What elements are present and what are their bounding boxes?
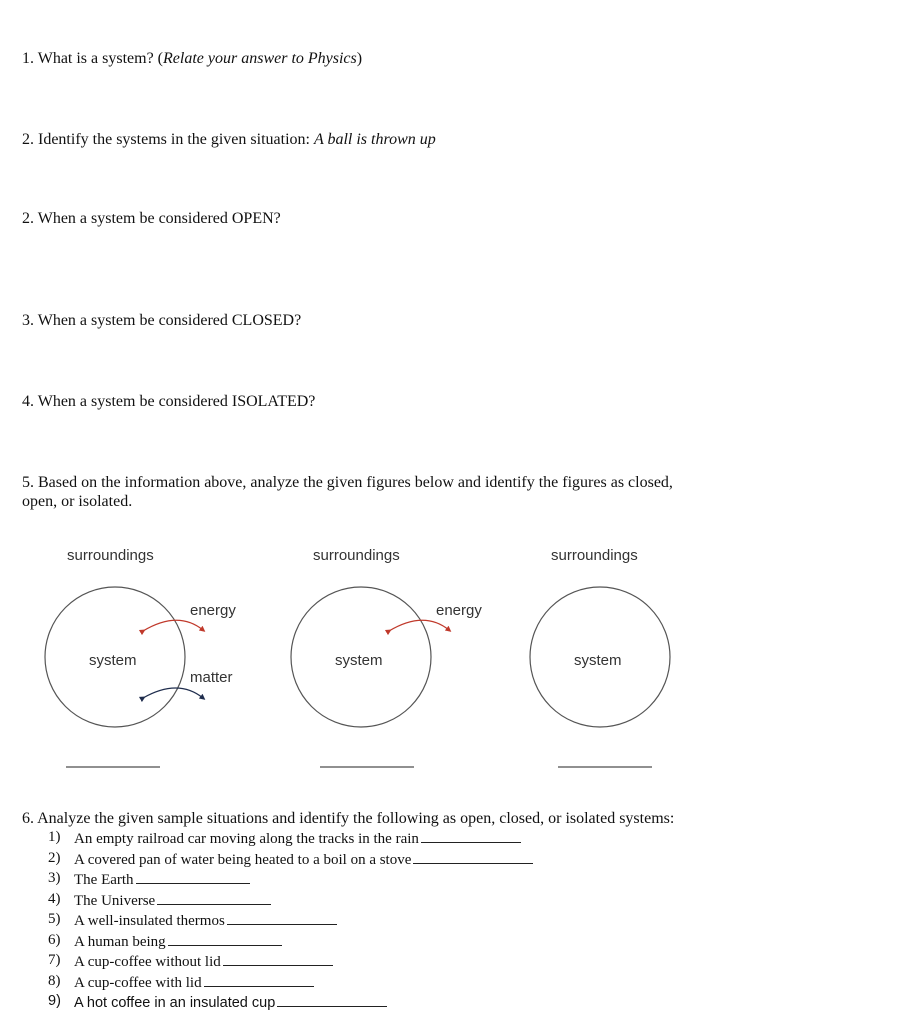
situation-number: 2) [48, 849, 61, 866]
situation-item [40, 828, 533, 849]
question-5: 5. Based on the information above, analyze the given figures below and identify the figures as closed, open, or isolated. [22, 474, 673, 510]
situation-text: A cup-coffee with lid [74, 974, 202, 991]
situation-answer-blank[interactable] [204, 972, 314, 987]
question-1-text: 1. What is a system? ( [22, 50, 164, 67]
question-2a-text: 2. Identify the systems in the given situation: [22, 131, 314, 148]
system-figures [0, 530, 915, 780]
situation-number: 4) [48, 890, 61, 907]
question-2a-situation: A ball is thrown up [313, 131, 436, 148]
situation-number: 7) [48, 952, 61, 968]
figure-closed [291, 547, 482, 727]
figure-1-surroundings: surroundings [67, 547, 154, 564]
figure-3-surroundings: surroundings [551, 547, 638, 564]
situation-item [40, 849, 533, 870]
figure-1-system: system [89, 652, 137, 669]
situation-number: 3) [48, 870, 61, 886]
situation-text: The Earth [74, 872, 134, 888]
figure-2-energy: energy [436, 602, 482, 619]
figure-open [45, 547, 236, 727]
situation-answer-blank[interactable] [227, 910, 337, 925]
situation-answer-blank[interactable] [223, 951, 333, 966]
question-2b: 2. When a system be considered OPEN? [22, 210, 281, 227]
situation-answer-blank[interactable] [413, 849, 533, 864]
situation-answer-blank[interactable] [168, 931, 282, 946]
question-1-end: ) [356, 50, 363, 67]
figure-2-system: system [335, 652, 383, 669]
question-3: 3. When a system be considered CLOSED? [22, 312, 302, 329]
situation-number: 8) [48, 972, 61, 989]
situation-number: 9) [48, 993, 61, 1009]
situation-item [40, 951, 533, 972]
situation-item [40, 931, 533, 952]
question-6: 6. Analyze the given sample situations and identify the following as open, closed, or isolated systems: [22, 810, 675, 827]
situation-item [40, 992, 533, 1013]
situation-text: A well-insulated thermos [74, 913, 225, 929]
situation-text: A hot coffee in an insulated cup [74, 995, 276, 1011]
figure-isolated [530, 547, 670, 727]
situation-text: A covered pan of water being heated to a boil on a stove [74, 851, 412, 868]
situation-number: 1) [48, 829, 61, 845]
situation-answer-blank[interactable] [157, 890, 271, 905]
figure-1-matter: matter [190, 669, 233, 686]
situation-item [40, 972, 533, 993]
situation-text: The Universe [74, 892, 156, 909]
situation-answer-blank[interactable] [277, 992, 387, 1007]
figure-2-surroundings: surroundings [313, 547, 400, 564]
situation-number: 5) [48, 911, 61, 927]
figure-1-energy-arrow [143, 620, 203, 631]
situation-text: A human being [74, 933, 166, 950]
question-2a [22, 130, 436, 149]
figure-3-system: system [574, 652, 622, 669]
situation-item [40, 869, 533, 890]
question-1 [22, 49, 362, 68]
question-1-hint: Relate your answer to Physics [163, 50, 357, 67]
situation-item [40, 910, 533, 931]
situation-text: A cup-coffee without lid [74, 954, 221, 970]
figure-1-energy: energy [190, 602, 236, 619]
situation-answer-blank[interactable] [421, 828, 521, 843]
situation-item [40, 890, 533, 911]
situation-answer-blank[interactable] [136, 869, 250, 884]
situation-text: An empty railroad car moving along the tracks in the rain [74, 831, 419, 847]
question-4: 4. When a system be considered ISOLATED? [22, 393, 316, 410]
figure-2-energy-arrow [389, 620, 449, 631]
situation-list [40, 828, 533, 1013]
situation-number: 6) [48, 931, 61, 948]
